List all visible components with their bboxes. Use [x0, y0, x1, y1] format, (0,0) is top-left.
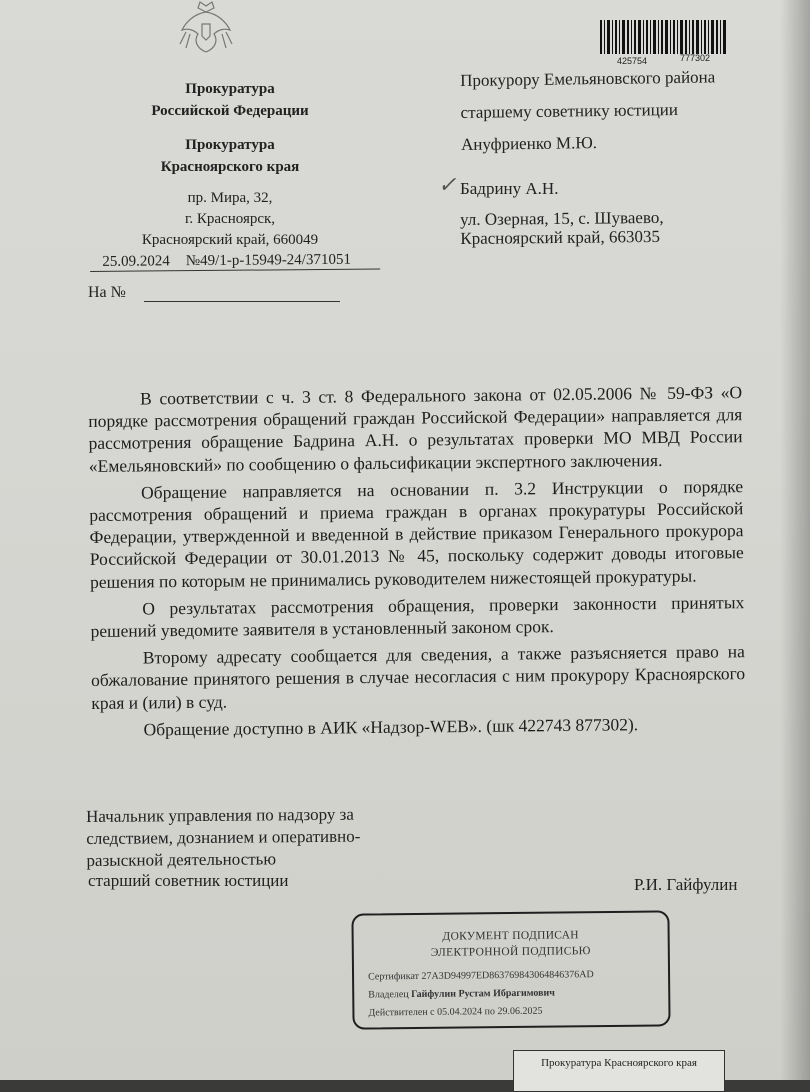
handwritten-checkmark-icon: ✓: [438, 172, 457, 197]
sender-org2-line2: Красноярского края: [160, 159, 300, 175]
na-number-line: [88, 284, 340, 302]
stamp-validity: [368, 1006, 542, 1019]
receipt-stamp-text: Прокуратура Красноярского края: [541, 1057, 697, 1069]
signatory-title-line3: разыскной деятельностью: [86, 849, 277, 870]
recipient-address: [460, 208, 664, 248]
recipient-line3: Ануфриенко М.Ю.: [460, 133, 598, 154]
stamp-valid-to: 29.06.2025: [497, 1005, 543, 1018]
body-paragraph-3: О результатах рассмотрения обращения, проверки законности принятых решений уведомите заявителя в установленный законом срок.: [90, 591, 745, 642]
stamp-owner: [368, 988, 555, 1001]
sender-org1-line1: Прокуратура: [185, 81, 275, 97]
ref-number: №49/1-р-15949-24/371051: [185, 251, 352, 270]
signatory-title-line1: Начальник управления по надзору за: [86, 804, 354, 826]
stamp-cert-value: 27A3D94997ED863769843064846376AD: [421, 969, 594, 982]
recipient-line6: Красноярский край, 663035: [460, 226, 661, 248]
letter-body: [88, 381, 746, 746]
body-paragraph-1: В соответствии с ч. 3 ст. 8 Федерального закона от 02.05.2006 № 59-ФЗ «О порядке рассмотрения обращений граждан Российской Федерации» направляется для рассмотрения обращение Бадрина А.Н. о результатах проверки МО МВД России «Емельяновский» по сообщению о фальсификации экспертного заключения.: [88, 382, 743, 476]
signatory-title-line2: следствием, дознанием и оперативно-: [86, 826, 361, 848]
recipient-block: [460, 66, 716, 156]
stamp-line2: ЭЛЕКТРОННОЙ ПОДПИСЬЮ: [430, 945, 591, 959]
body-paragraph-5: Обращение доступно в АИК «Надзор-WEB». (шк 422743 877302).: [143, 714, 639, 740]
electronic-signature-stamp: [351, 910, 670, 1029]
signatory-title: [86, 804, 361, 872]
recipient-line4: Бадрину А.Н.: [460, 179, 559, 198]
signatory-rank: старший советник юстиции: [88, 871, 289, 890]
barcode-number-right: 777302: [680, 53, 711, 63]
stamp-owner-label: Владелец: [368, 989, 409, 1001]
coat-of-arms-icon: [176, 0, 236, 55]
reference-line: [90, 251, 380, 272]
sender-address: [100, 188, 360, 251]
stamp-owner-value: Гайфулин Рустам Ибрагимович: [411, 987, 555, 1001]
sender-org2: [100, 134, 360, 178]
na-label: На №: [88, 284, 126, 301]
sender-org2-line1: Прокуратура: [185, 137, 275, 153]
ref-date: 25.09.2024: [102, 253, 170, 270]
stamp-valid-label: Действителен с: [368, 1006, 435, 1019]
page-edge-shadow: [780, 0, 810, 1080]
body-paragraph-2: Обращение направляется на основании п. 3.2 Инструкции о порядке рассмотрения обращений и приема граждан в органах прокуратуры Российской Федерации, утвержденной и введенной в действие приказом Генерального прокурора Российской Федерации от 30.01.2013 № 45, поскольку содержит доводы итоговые решения по которым не принимались руководителем нижестоящей прокуратуры.: [89, 475, 744, 592]
recipient-line5: ул. Озерная, 15, с. Шуваево,: [460, 207, 664, 229]
receipt-stamp: [513, 1050, 725, 1092]
recipient-line1: Прокурору Емельяновского района: [460, 67, 716, 90]
stamp-certificate: [368, 969, 594, 982]
na-blank: [144, 285, 340, 302]
sender-addr-line3: Красноярский край, 660049: [141, 232, 319, 248]
sender-addr-line2: г. Красноярск,: [184, 211, 276, 227]
sender-org1-line2: Российской Федерации: [151, 103, 309, 119]
barcode-number-left: 425754: [617, 56, 648, 66]
stamp-line1: ДОКУМЕНТ ПОДПИСАН: [442, 929, 579, 943]
sender-addr-line1: пр. Мира, 32,: [187, 190, 273, 206]
stamp-cert-label: Сертификат: [368, 970, 420, 983]
signatory-name: Р.И. Гайфулин: [634, 875, 738, 894]
stamp-valid-from: 05.04.2024: [437, 1006, 483, 1018]
stamp-valid-to-label: по: [484, 1006, 496, 1018]
sender-org1: [100, 78, 360, 122]
recipient-line2: старшему советнику юстиции: [460, 99, 679, 122]
body-paragraph-4: Второму адресату сообщается для сведения, а также разъясняется право на обжалование принятого решения в случае несогласия с ним прокурору Красноярского края и (или) в суд.: [90, 641, 746, 713]
